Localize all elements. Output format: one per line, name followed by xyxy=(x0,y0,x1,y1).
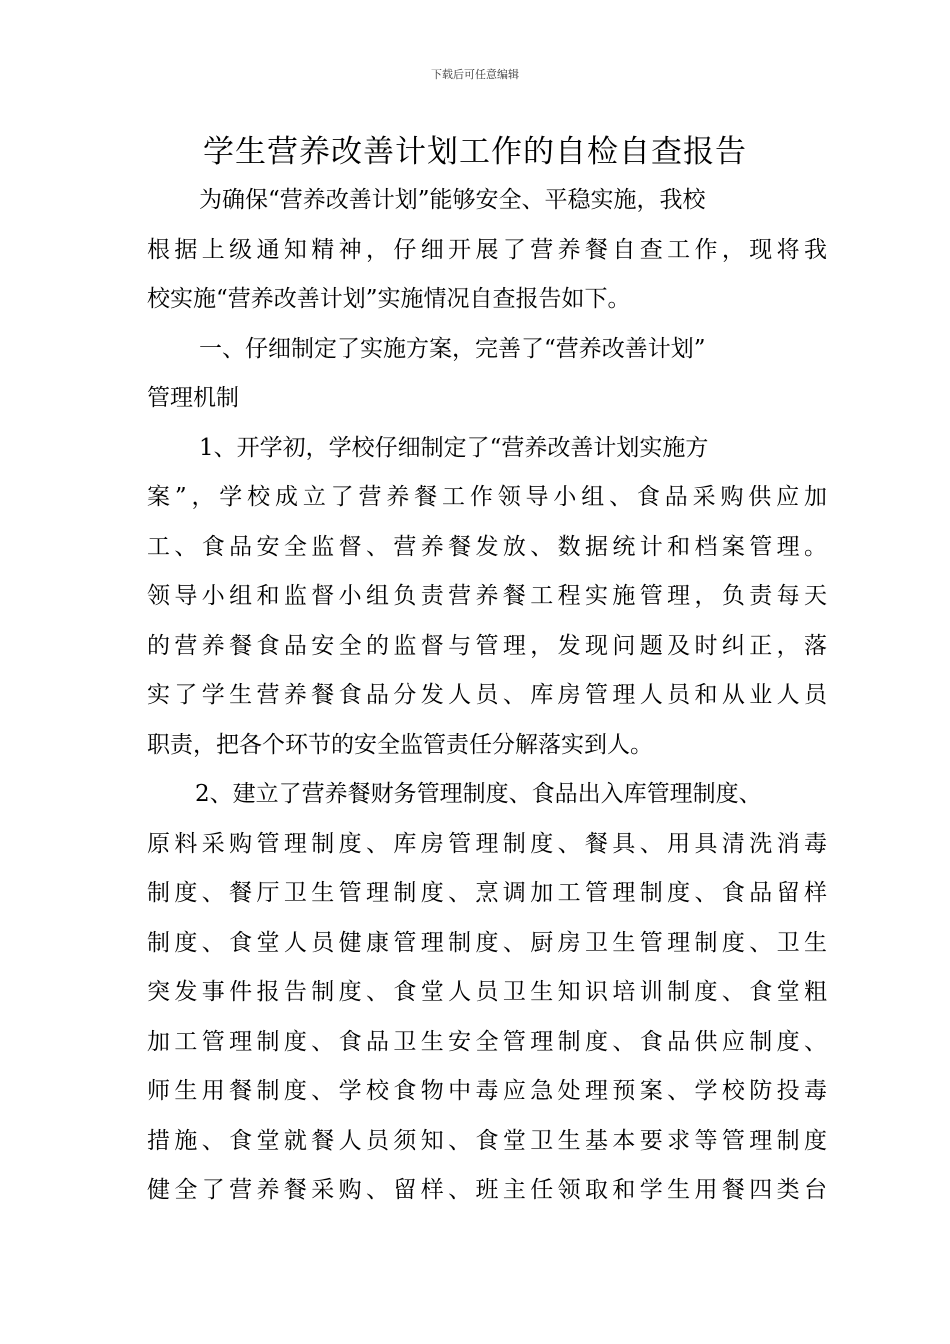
body-line: 的营养餐食品安全的监督与管理，发现问题及时纠正，落 xyxy=(147,633,827,659)
body-line: 加工管理制度、食品卫生安全管理制度、食品供应制度、 xyxy=(147,1029,827,1055)
body-line: 2、建立了营养餐财务管理制度、食品出入库管理制度、 xyxy=(195,781,762,807)
body-line: 措施、食堂就餐人员须知、食堂卫生基本要求等管理制度 xyxy=(147,1128,827,1154)
body-line: 1、开学初，学校仔细制定了“营养改善计划实施方 xyxy=(199,435,709,461)
document-title: 学生营养改善计划工作的自检自查报告 xyxy=(203,134,747,170)
body-line: 原料采购管理制度、库房管理制度、餐具、用具清洗消毒 xyxy=(147,831,827,857)
body-line: 为确保“营养改善计划”能够安全、平稳实施，我校 xyxy=(199,187,706,213)
body-line: 领导小组和监督小组负责营养餐工程实施管理，负责每天 xyxy=(147,583,827,609)
body-line: 职责，把各个环节的安全监管责任分解落实到人。 xyxy=(147,732,653,758)
body-line: 突发事件报告制度、食堂人员卫生知识培训制度、食堂粗 xyxy=(147,979,827,1005)
body-line: 一、仔细制定了实施方案，完善了“营养改善计划” xyxy=(199,336,706,362)
body-line: 校实施“营养改善计划”实施情况自查报告如下。 xyxy=(147,286,631,312)
body-line: 制度、餐厅卫生管理制度、烹调加工管理制度、食品留样 xyxy=(147,880,827,906)
body-line: 制度、食堂人员健康管理制度、厨房卫生管理制度、卫生 xyxy=(147,930,827,956)
body-line: 案”，学校成立了营养餐工作领导小组、食品采购供应加 xyxy=(147,484,827,510)
header-note: 下载后可任意编辑 xyxy=(431,68,519,81)
body-line: 工、食品安全监督、营养餐发放、数据统计和档案管理。 xyxy=(147,534,827,560)
body-line: 实了学生营养餐食品分发人员、库房管理人员和从业人员 xyxy=(147,682,827,708)
body-line: 健全了营养餐采购、留样、班主任领取和学生用餐四类台 xyxy=(147,1177,827,1203)
body-line: 管理机制 xyxy=(147,385,239,411)
body-line: 根据上级通知精神，仔细开展了营养餐自查工作，现将我 xyxy=(147,237,827,263)
body-line: 师生用餐制度、学校食物中毒应急处理预案、学校防投毒 xyxy=(147,1078,827,1104)
